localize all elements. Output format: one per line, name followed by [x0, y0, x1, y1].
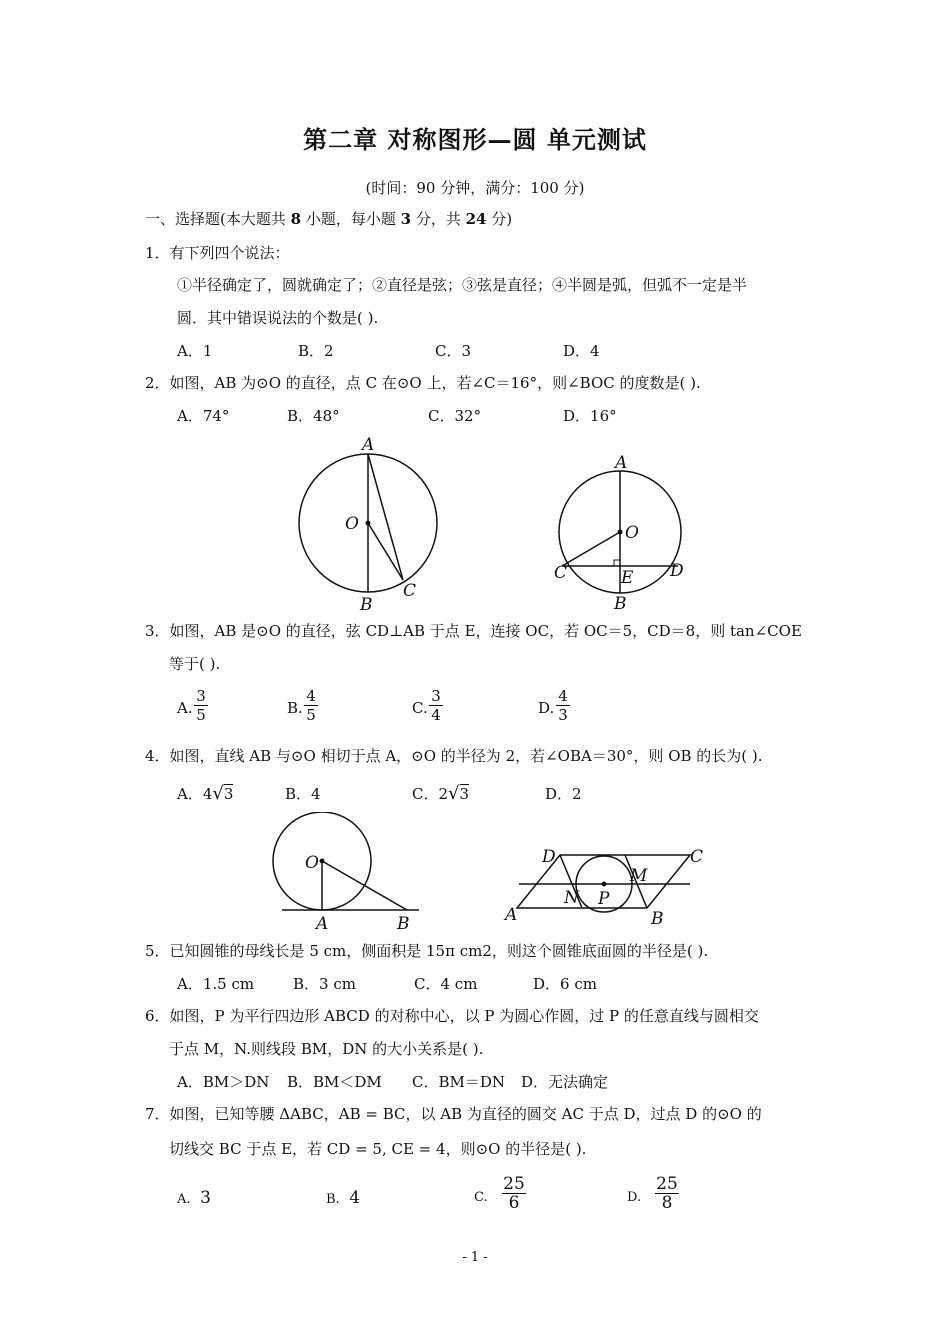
- q3-option-b-fraction: $\frac{4}{5}$: [304, 687, 318, 724]
- fig4-label-m: M: [630, 866, 648, 886]
- q4-option-a: A．4√3: [177, 783, 234, 804]
- q5-stem: 5．已知圆锥的母线长是 5 cm，侧面积是 15π cm2，则这个圆锥底面圆的半径是( ).: [145, 942, 709, 960]
- q1-option-c: C．3: [435, 342, 472, 360]
- fig2-label-e: E: [621, 568, 634, 588]
- figure-chord-cd-perpendicular: [550, 450, 700, 615]
- section-heading: 一、选择题(本大题共 8 小题，每小题 3 分，共 24 分): [145, 210, 513, 228]
- fig2-label-c: C: [554, 563, 568, 583]
- q5-option-c: C．4 cm: [414, 975, 478, 993]
- q4-option-c: C．2√3: [412, 783, 470, 804]
- figure-tangent-line: [272, 812, 427, 932]
- figure-parallelogram-circle: [500, 840, 715, 930]
- q1-option-a: A．1: [177, 342, 213, 360]
- q6-option-a: A．BM＞DN: [177, 1073, 270, 1091]
- fig4-label-d: D: [542, 847, 556, 867]
- q3-option-c-fraction: $\frac{3}{4}$: [429, 687, 443, 724]
- q3-stem: 3．如图，AB 是⊙O 的直径，弦 CD⊥AB 于点 E，连接 OC，若 OC＝5，CD＝8，则 tan∠COE: [145, 622, 802, 640]
- q5-option-b: B．3 cm: [293, 975, 356, 993]
- q7-option-b: B. 4: [326, 1188, 361, 1208]
- fig4-label-b: B: [651, 909, 664, 929]
- fig3-label-a: A: [316, 914, 329, 932]
- q1-option-b: B．2: [298, 342, 334, 360]
- figure-circle-diameter-ab: [290, 430, 450, 615]
- q2-option-d: D．16°: [563, 407, 617, 425]
- q2-option-c: C．32°: [428, 407, 482, 425]
- fig1-label-o: O: [345, 514, 359, 534]
- q3-option-a-fraction: $\frac{3}{5}$: [194, 687, 208, 724]
- q5-option-d: D．6 cm: [533, 975, 597, 993]
- q1-option-d: D．4: [563, 342, 600, 360]
- q3-option-d-fraction: $\frac{4}{3}$: [556, 687, 570, 724]
- q1-stem: 1．有下列四个说法：: [145, 244, 290, 262]
- page-number: - 1 -: [462, 1250, 488, 1265]
- q7-stem: 7．如图，已知等腰 ΔABC，AB = BC，以 AB 为直径的圆交 AC 于点 D，过点 D 的⊙O 的: [145, 1105, 762, 1123]
- fig3-label-o: O: [305, 853, 319, 873]
- fig3-label-b: B: [397, 914, 410, 932]
- q7-option-c-label: C.: [474, 1190, 488, 1205]
- fig2-label-o: O: [625, 523, 639, 543]
- q2-option-a: A．74°: [177, 407, 230, 425]
- fig2-label-a: A: [615, 453, 628, 473]
- q4-option-b: B．4: [285, 785, 321, 803]
- fig2-label-d: D: [670, 561, 684, 581]
- q7-option-a: A. 3: [177, 1188, 211, 1208]
- fig4-label-c: C: [690, 847, 704, 867]
- q5-option-a: A．1.5 cm: [177, 975, 255, 993]
- fig1-label-b: B: [360, 595, 373, 615]
- q6-option-b: B．BM＜DM: [287, 1073, 382, 1091]
- fig4-label-a: A: [505, 905, 518, 925]
- q6-stem: 6．如图，P 为平行四边形 ABCD 的对称中心，以 P 为圆心作圆，过 P 的任意直线与圆相交: [145, 1007, 759, 1025]
- fig1-label-a: A: [362, 435, 375, 455]
- q1-line2: 圆．其中错误说法的个数是( ).: [177, 309, 379, 327]
- q7-option-d-fraction: $\frac{25}{8}$: [656, 1174, 678, 1213]
- fig2-label-b: B: [614, 594, 627, 614]
- q4-option-d: D．2: [545, 785, 582, 803]
- q3-option-d-label: D.: [538, 699, 555, 717]
- q7-option-c-fraction: $\frac{25}{6}$: [503, 1174, 525, 1213]
- q2-option-b: B．48°: [287, 407, 340, 425]
- q4-stem: 4．如图，直线 AB 与⊙O 相切于点 A，⊙O 的半径为 2，若∠OBA＝30°，则 OB 的长为( ).: [145, 747, 763, 765]
- q6-option-c: C．BM＝DN: [412, 1073, 506, 1091]
- fig1-label-c: C: [403, 581, 417, 601]
- q3-line2: 等于( ).: [169, 655, 221, 673]
- q6-line2: 于点 M，N.则线段 BM，DN 的大小关系是( ).: [169, 1040, 484, 1058]
- q7-line2: 切线交 BC 于点 E，若 CD = 5, CE = 4，则⊙O 的半径是( ).: [169, 1140, 587, 1158]
- q2-stem: 2．如图，AB 为⊙O 的直径，点 C 在⊙O 上，若∠C＝16°，则∠BOC 的度数是( ).: [145, 374, 701, 392]
- q3-option-c-label: C.: [412, 699, 428, 717]
- fig4-label-n: N: [564, 888, 579, 908]
- q1-line1: ①半径确定了，圆就确定了；②直径是弦；③弦是直径；④半圆是弧，但弧不一定是半: [177, 276, 748, 294]
- q3-option-a-label: A.: [177, 699, 193, 717]
- q6-option-d: D．无法确定: [521, 1073, 609, 1091]
- q3-option-b-label: B.: [287, 699, 303, 717]
- exam-meta: (时间：90 分钟，满分：100 分): [365, 179, 585, 197]
- page-title: 第二章 对称图形—圆 单元测试: [303, 125, 647, 154]
- fig4-label-p: P: [598, 889, 610, 909]
- q7-option-d-label: D.: [627, 1190, 642, 1205]
